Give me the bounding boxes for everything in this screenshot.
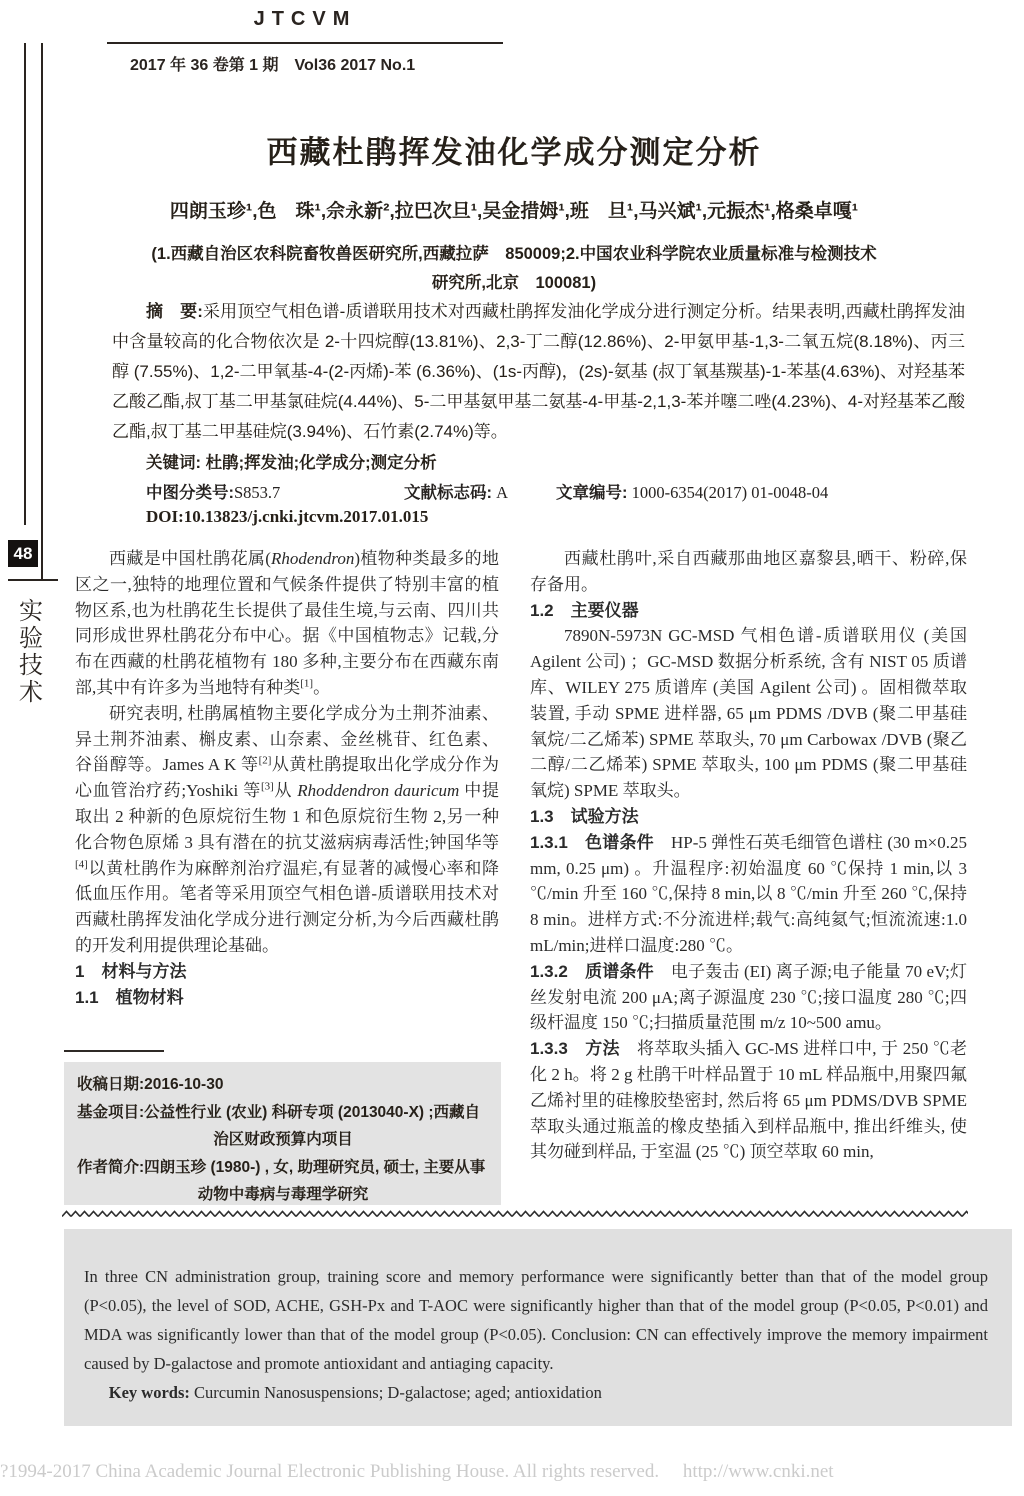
text-run: 。 <box>313 677 331 697</box>
species-name-italic: Rhodendron <box>270 549 355 568</box>
article-number-value: 1000-6354(2017) 01-0048-04 <box>627 483 829 502</box>
zigzag-divider <box>62 1206 968 1215</box>
text-run: 中提取出 2 种新的色原烷衍生物 1 和色原烷衍生物 2,另一种化合物色原烯 3 具有潜在的抗艾滋病病毒活性;钟国华等 <box>75 781 500 852</box>
text-run: 以黄杜鹃作为麻醉剂治疗温疟,有显著的减慢心率和降低血压作用。笔者等采用顶空气相色谱-质谱联用技术对西藏杜鹃挥发油化学成分进行测定分析,为今后西藏杜鹃的开发利用提供理论基础。 <box>75 858 499 955</box>
abstract-label: 摘 要: <box>146 302 203 321</box>
page-number-badge: 48 <box>8 540 38 567</box>
margin-vertical-line-outer <box>24 43 26 525</box>
section-heading-1-2: 1.2 主要仪器 <box>530 600 639 620</box>
fund-line <box>77 1099 489 1127</box>
body-column-right <box>530 546 967 1165</box>
subsection-label-131: 1.3.1 色谱条件 <box>530 832 654 852</box>
section-heading-1-1: 1.1 植物材料 <box>75 987 184 1007</box>
issue-line: 2017 年 36 卷第 1 期 Vol36 2017 No.1 <box>130 57 416 74</box>
journal-abbreviation: JTCVM <box>253 8 357 30</box>
text-run: 从 <box>273 781 298 801</box>
document-code-value: A <box>492 483 509 502</box>
affiliation-line-2: 研究所,北京 100081) <box>431 274 597 292</box>
copyright-footer: ?1994-2017 China Academic Journal Electronic Publishing House. All rights reserved. http://www.cnki.net <box>0 1461 834 1482</box>
section-label-char: 实 <box>19 599 43 625</box>
abstract-block <box>112 297 965 447</box>
text-run: 电子轰击 (EI) 离子源;电子能量 70 eV;灯丝发射电流 200 μA;离子源温度 230 ℃;接口温度 280 ℃;四级杆温度 150 ℃;扫描质量范围 m/z 10~500 amu。 <box>530 961 967 1033</box>
citation-ref: [1] <box>300 677 314 690</box>
header-rule <box>107 42 503 44</box>
document-code-label: 文献标志码: <box>404 484 492 502</box>
document-code <box>404 479 508 503</box>
doi-line: DOI:10.13823/j.cnki.jtcvm.2017.01.015 <box>146 507 429 526</box>
clc-number <box>146 479 280 503</box>
author-bio-label: 作者简介: <box>77 1158 145 1176</box>
fund-label: 基金项目: <box>77 1103 145 1121</box>
clc-value: S853.7 <box>234 483 281 502</box>
subsection-label-132: 1.3.2 质谱条件 <box>530 961 654 981</box>
fund-line-continuation: 治区财政预算内项目 <box>213 1131 353 1148</box>
section-label-char: 术 <box>19 680 43 706</box>
text-run: HP-5 弹性石英毛细管色谱柱 (30 m×0.25 mm, 0.25 μm) 。升温程序:初始温度 60 ℃保持 1 min,以 3 ℃/min 升至 160 ℃,保持 8 min,以 8 ℃/min 升至 260 ℃,保持 8 min。进样方式:不分流进样;载气:高纯氦气;恒流流速:1.0 mL/min;进样口温度:280 ℃。 <box>530 832 967 955</box>
keywords-text: 杜鹃;挥发油;化学成分;测定分析 <box>201 454 437 472</box>
article-number <box>556 479 828 503</box>
paragraph-gc-conditions <box>530 830 967 959</box>
zigzag-line <box>62 1210 968 1219</box>
section-label-char: 验 <box>19 626 43 652</box>
text-run: 西藏是中国杜鹃花属( <box>109 549 271 568</box>
keywords-line <box>146 449 437 473</box>
paragraph-instruments: 7890N-5973N GC-MSD 气相色谱-质谱联用仪 (美国 Agilent 公司) ；GC-MSD 数据分析系统, 含有 NIST 05 质谱库、WILEY 275 质谱库 (美国 Agilent 公司) 。固相微萃取装置, 手动 SPME 进样器, 65 μm PDMS /DVB (聚二甲基硅氧烷/二乙烯苯) SPME 萃取头, 70 μm Carbowax /DVB (聚乙二醇/二乙烯苯) SPME 萃取头, 100 μm PDMS (聚二甲基硅氧烷) SPME 萃取头。 <box>530 626 967 801</box>
english-keywords-label: Key words: <box>108 1383 190 1402</box>
citation-ref: [2] <box>258 754 272 767</box>
text-run: 将萃取头插入 GC-MS 进样口中, 于 250 ℃老化 2 h。将 2 g 杜鹃干叶样品置于 10 mL 样品瓶中,用聚四氟乙烯衬里的硅橡胶垫密封, 然后将 65 μm PDMS/DVB SPME 萃取头通过瓶盖的橡皮垫插入到样品瓶中, 推出纤维头, 使其勿碰到样品, 于室温 (25 ℃) 顶空萃取 60 min, <box>530 1039 967 1162</box>
english-keywords-line <box>84 1378 988 1407</box>
footnote-rule <box>64 1050 164 1052</box>
text-run: 从黄杜鹃提取出化学成分作为心血管治疗药;Yoshiki 等 <box>75 755 500 801</box>
citation-ref: [3] <box>260 780 274 793</box>
species-name-italic: Rhoddendron dauricum <box>297 781 460 801</box>
affiliation-line-1: (1.西藏自治区农科院畜牧兽医研究所,西藏拉萨 850009;2.中国农业科学院农业质量标准与检测技术 <box>151 245 877 263</box>
received-date-value: 2016-10-30 <box>144 1076 224 1093</box>
citation-ref: [4] <box>75 857 88 870</box>
author-bio-value: 四朗玉珍 (1980-) , 女, 助理研究员, 硕士, 主要从事 <box>144 1158 486 1176</box>
margin-horizontal-line <box>8 579 58 581</box>
authors-line: 四朗玉珍¹,色 珠¹,佘永新²,拉巴次旦¹,吴金措姆¹,班 旦¹,马兴斌¹,元振杰¹,格桑卓嘎¹ <box>169 201 859 222</box>
abstract-paragraph <box>112 297 965 447</box>
paragraph-research <box>75 701 499 959</box>
paragraph-ms-conditions <box>530 959 967 1036</box>
section-heading-1-3: 1.3 试验方法 <box>530 806 639 826</box>
section-label-char: 技 <box>19 653 43 679</box>
english-abstract-box <box>64 1229 1012 1426</box>
meta-line <box>0 479 1024 503</box>
abstract-text: 采用顶空气相色谱-质谱联用技术对西藏杜鹃挥发油化学成分进行测定分析。结果表明,西藏杜鹃挥发油中含量较高的化合物依次是 2-十四烷醇(13.81%)、2,3-丁二醇(12.86%)、2-甲氨甲基-1,3-二氧五烷(8.18%)、丙三醇 (7.55%)、1,2-二甲氧基-4-(2-丙烯)-苯 (6.36%)、(1s-丙醇)，(2s)-氨基 (叔丁氧基羰基)-1-苯基(4.63%)、对羟基苯乙酸乙酯,叔丁基二甲基氯硅烷(4.44%)、5-二甲基氨甲基二氨基-4-甲基-2,1,3-苯并噻二唑(4.23%)、4-对羟基苯乙酸乙酯,叔丁基二甲基硅烷(3.94%)、石竹素(2.74%)等。 <box>112 302 965 441</box>
article-number-label: 文章编号: <box>556 484 628 502</box>
section-heading-1: 1 材料与方法 <box>75 961 187 981</box>
keywords-label: 关键词: <box>146 454 201 472</box>
paper-title: 西藏杜鹃挥发油化学成分测定分析 <box>266 135 762 170</box>
body-column-left <box>75 546 499 1010</box>
margin-section-label <box>13 599 49 707</box>
text-run: )植物种类最多的地区之一,独特的地理位置和气候条件提供了特别丰富的植物区系,也为杜鹃花生长提供了最佳生境,与云南、四川共同形成世界杜鹃花分布中心。据《中国植物志》记载,分布在西藏的杜鹃花植物有 180 多种,主要分布在西藏东南部,其中有许多为当地特有种类 <box>75 549 499 697</box>
author-bio-continuation: 动物中毒病与毒理学研究 <box>197 1186 369 1203</box>
fund-value: 公益性行业 (农业) 科研专项 (2013040-X) ;西藏自 <box>144 1103 481 1121</box>
text-run: 研究表明, 杜鹃属植物主要化学成分为土荆芥油素、异土荆芥油素、槲皮素、山奈素、金丝桃苷、红色素、谷甾醇等。James A K 等 <box>75 703 499 775</box>
received-date-line <box>77 1071 489 1099</box>
footnote-box <box>64 1062 501 1205</box>
author-bio-line <box>77 1154 489 1182</box>
paragraph-plant-material: 西藏杜鹃叶,采自西藏那曲地区嘉黎县,晒干、粉碎,保存备用。 <box>530 549 967 594</box>
received-date-label: 收稿日期: <box>77 1076 145 1093</box>
english-abstract-text: In three CN administration group, training score and memory performance were significantly better than that of the model group (P<0.05), the level of SOD, ACHE, GSH-Px and T-AOC were significantly higher than that of the model group (P<0.05, P<0.01) and MDA was significantly lower than that of the model group (P<0.05). Conclusion: CN can effectively improve the memory impairment caused by D-galactose and promote antioxidant and antiaging capacity. <box>84 1267 988 1373</box>
subsection-label-133: 1.3.3 方法 <box>530 1039 620 1059</box>
clc-label: 中图分类号: <box>146 484 234 502</box>
paragraph-method <box>530 1036 967 1165</box>
paragraph-intro <box>75 546 499 701</box>
english-keywords-text: Curcumin Nanosuspensions; D-galactose; aged; antioxidation <box>189 1383 602 1402</box>
